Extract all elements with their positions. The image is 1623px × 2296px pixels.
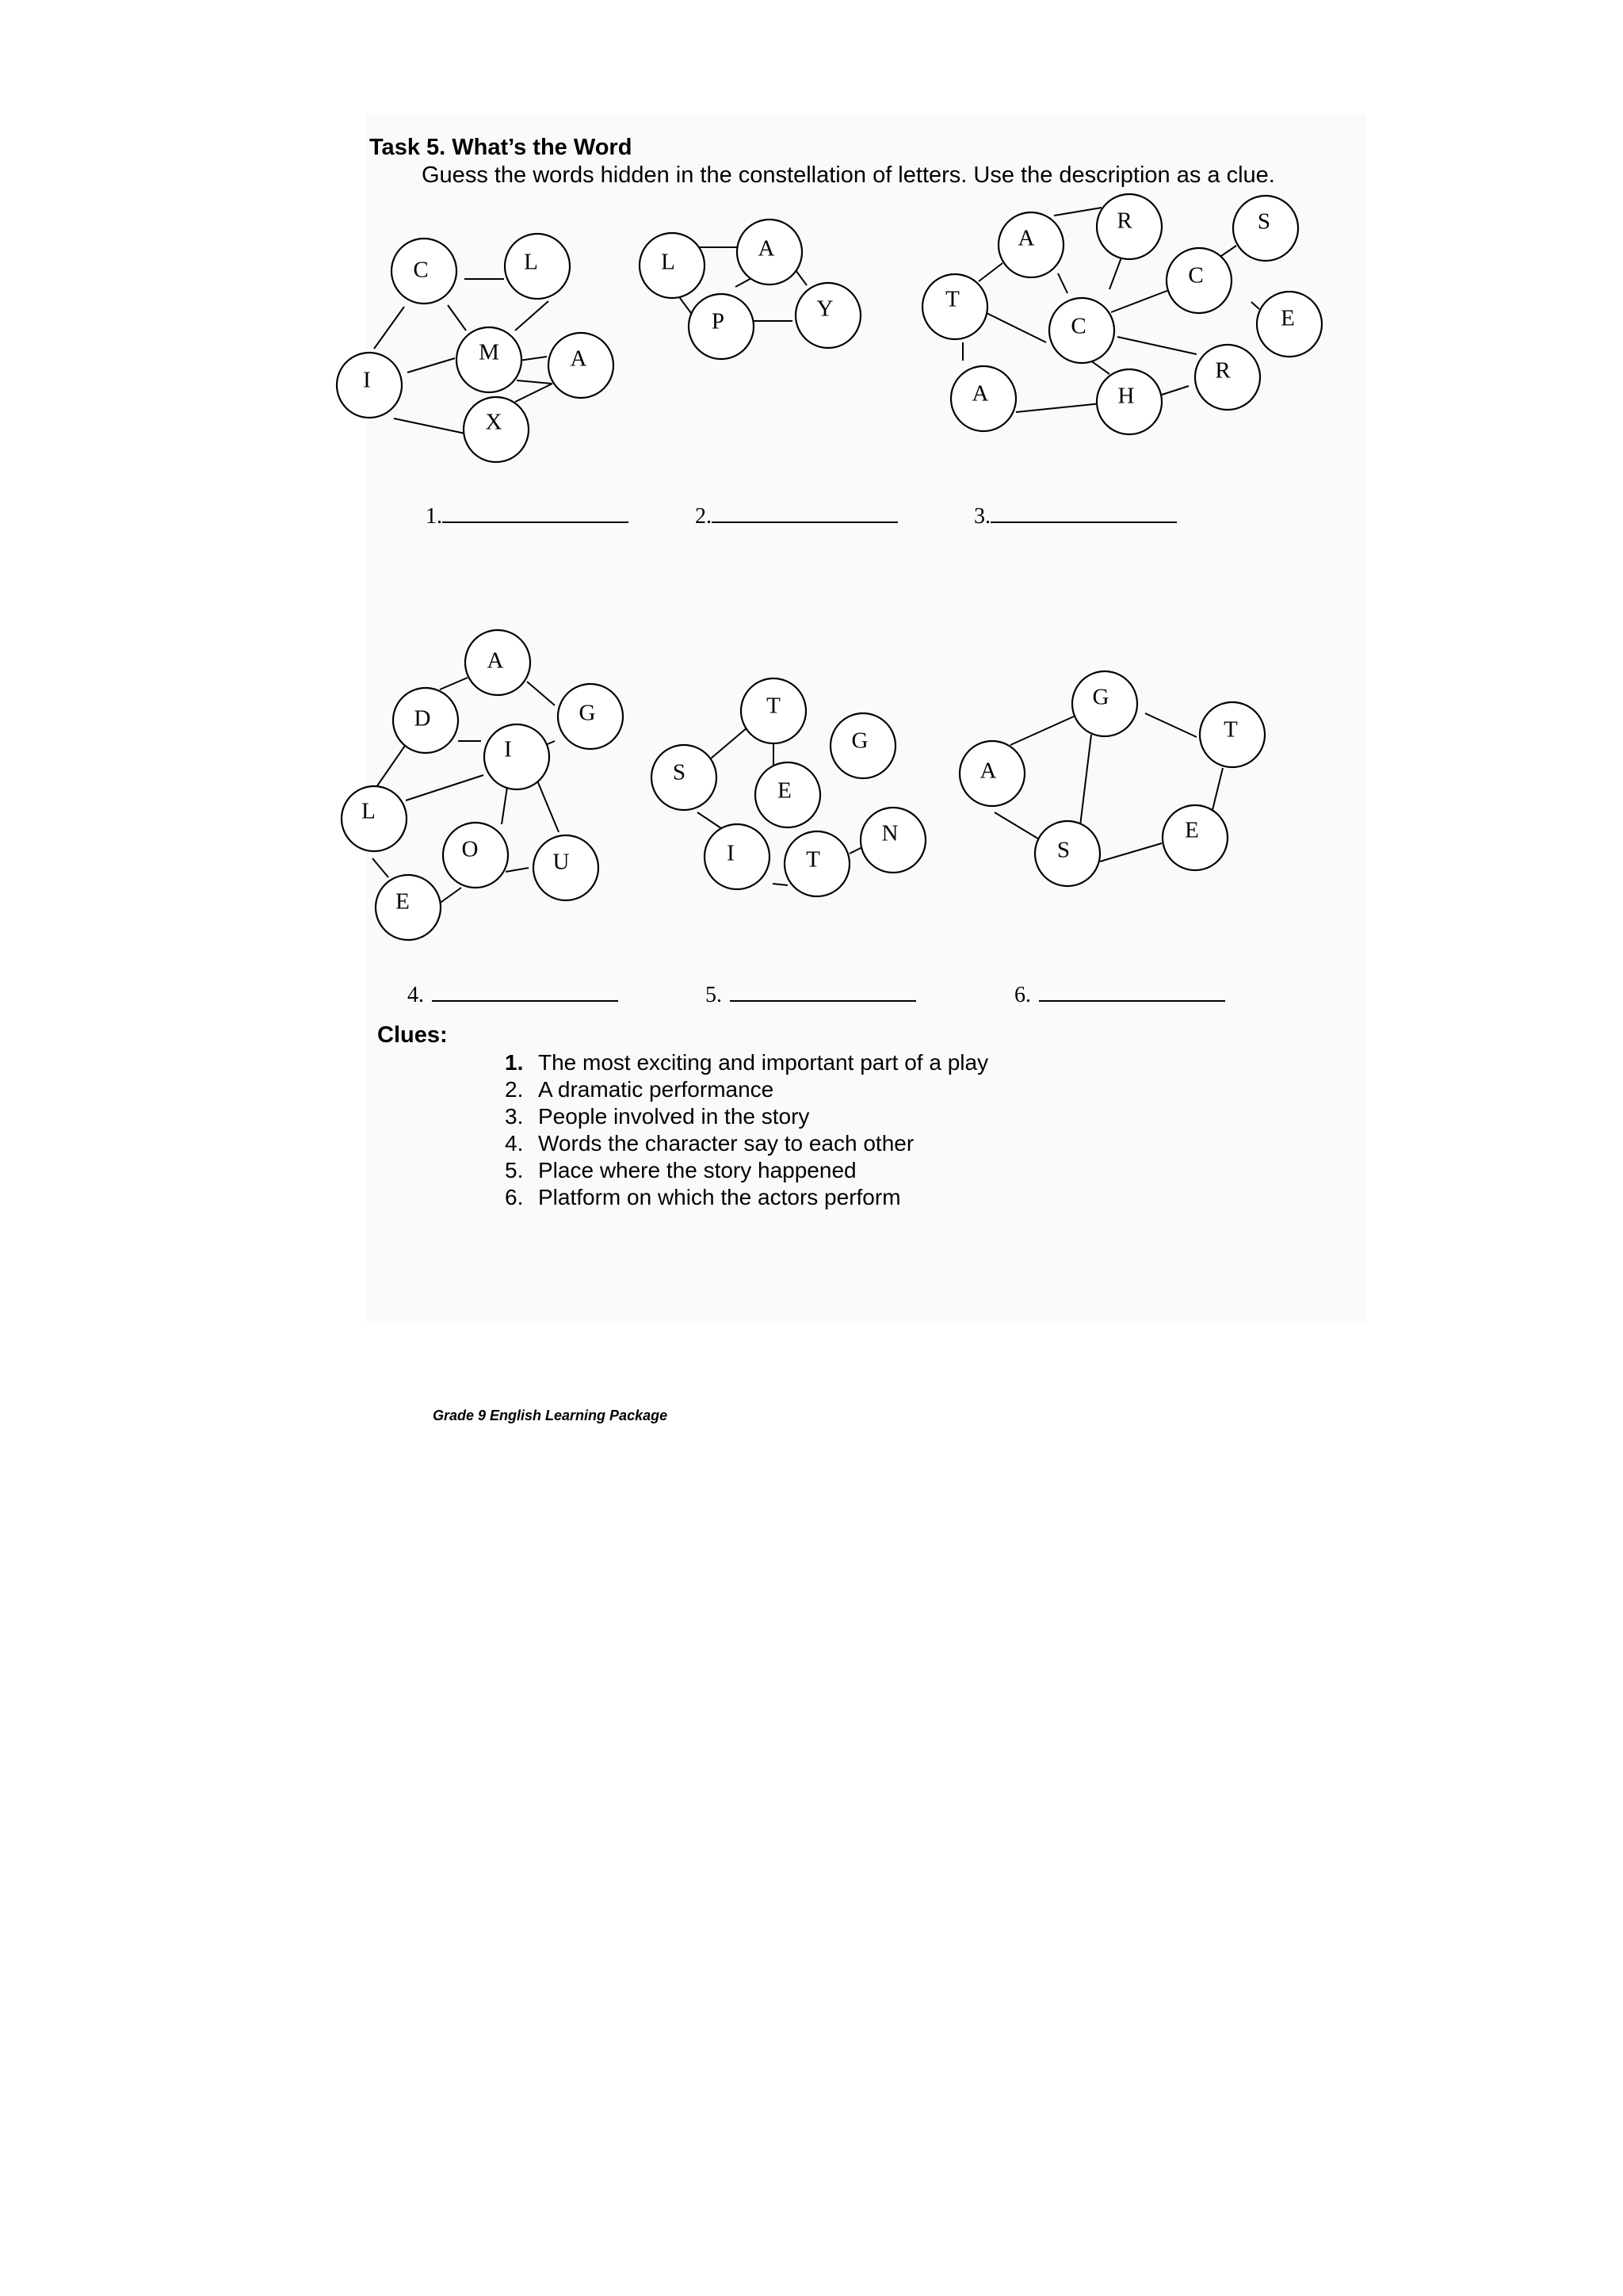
letter-node — [951, 366, 1016, 431]
letter: L — [661, 249, 675, 275]
letter-node — [960, 741, 1025, 806]
answer-blank[interactable] — [432, 980, 618, 1002]
answer-blank[interactable] — [442, 501, 628, 523]
answer-line-3[interactable] — [974, 501, 1177, 529]
letter: R — [1117, 208, 1132, 234]
letter: G — [579, 700, 596, 726]
constellation-4 — [342, 630, 623, 940]
letter: C — [1188, 262, 1204, 288]
letter-node — [1097, 194, 1162, 259]
clue-text: The most exciting and important part of a play — [538, 1050, 989, 1075]
letter-node — [376, 875, 441, 940]
letter: N — [881, 820, 899, 846]
letter-node — [922, 274, 987, 339]
letter: A — [758, 235, 775, 262]
letter-node — [755, 762, 820, 827]
letter-node — [548, 333, 613, 398]
letter: E — [1185, 817, 1199, 843]
clue-text: A dramatic performance — [538, 1077, 774, 1102]
clue-number: 1. — [505, 1050, 524, 1075]
clue-text: People involved in the story — [538, 1104, 810, 1129]
answer-line-4[interactable] — [407, 980, 618, 1008]
constellation-1 — [337, 234, 613, 462]
letter: R — [1215, 357, 1231, 384]
letter: S — [672, 759, 686, 785]
letter-node — [443, 823, 508, 888]
answer-number: 5. — [705, 983, 722, 1007]
letter: L — [524, 249, 538, 275]
clue-number: 6. — [505, 1185, 524, 1209]
clue-item — [505, 1184, 988, 1211]
letter: C — [413, 257, 429, 283]
constellation-3 — [922, 194, 1322, 434]
letter-node — [1035, 821, 1100, 886]
letter: Y — [816, 296, 834, 322]
letter-node — [456, 327, 521, 392]
clue-item — [505, 1103, 988, 1130]
letter: T — [766, 693, 781, 719]
letter-node — [533, 835, 598, 900]
answer-number: 1. — [426, 504, 442, 529]
letter-node — [689, 294, 754, 359]
clue-list — [505, 1049, 988, 1211]
letter-node — [464, 397, 529, 462]
letter-node — [391, 239, 456, 304]
letter: E — [395, 888, 410, 915]
task-title: Task 5. What’s the Word — [369, 135, 632, 160]
letter: H — [1117, 383, 1135, 409]
clue-text: Place where the story happened — [538, 1158, 857, 1182]
constellation-5 — [651, 678, 926, 896]
letter: C — [1071, 313, 1086, 339]
letter: O — [461, 836, 479, 862]
letter: D — [414, 705, 431, 732]
answer-number: 4. — [407, 983, 424, 1007]
footer-text: Grade 9 English Learning Package — [433, 1408, 668, 1423]
letter-node — [1097, 369, 1162, 434]
letter: M — [479, 339, 499, 365]
letter: I — [504, 736, 512, 762]
letter: A — [570, 346, 587, 372]
letter: S — [1056, 837, 1071, 863]
clue-number: 3. — [505, 1104, 524, 1129]
constellation-6 — [960, 671, 1265, 886]
clue-text: Words the character say to each other — [538, 1131, 915, 1156]
letter-node — [785, 831, 850, 896]
answer-line-2[interactable] — [695, 501, 898, 529]
letter: X — [485, 409, 502, 435]
constellation-2 — [640, 220, 861, 359]
clue-item — [505, 1076, 988, 1103]
letter-node — [861, 808, 926, 873]
letter-node — [558, 684, 623, 749]
answer-blank[interactable] — [1039, 980, 1225, 1002]
letter: P — [711, 308, 725, 334]
letter-node — [337, 353, 402, 418]
letter: G — [1092, 684, 1109, 710]
letter: T — [945, 286, 960, 312]
letter: A — [1018, 225, 1035, 251]
letter-node — [393, 688, 458, 753]
letter: G — [851, 728, 869, 754]
answer-number: 6. — [1014, 983, 1031, 1007]
letter-node — [705, 824, 769, 889]
answer-line-6[interactable] — [1014, 980, 1225, 1008]
letter: I — [363, 367, 371, 393]
letter-node — [1200, 702, 1265, 767]
letter-node — [651, 745, 716, 810]
clue-text: Platform on which the actors perform — [538, 1185, 901, 1209]
letter-node — [465, 630, 530, 695]
letter: T — [1224, 716, 1238, 743]
letter-node — [1257, 292, 1322, 357]
letter: S — [1257, 208, 1271, 235]
clue-item — [505, 1130, 988, 1157]
letter-node — [1195, 345, 1260, 410]
letter-node — [1049, 298, 1114, 363]
letter-node — [640, 233, 705, 298]
answer-line-1[interactable] — [426, 501, 628, 529]
letter: L — [361, 798, 376, 824]
letter: A — [972, 380, 989, 407]
answer-line-5[interactable] — [705, 980, 916, 1008]
letter: U — [552, 849, 570, 875]
clue-number: 5. — [505, 1158, 524, 1182]
clue-item — [505, 1157, 988, 1184]
letter: T — [806, 846, 820, 873]
answer-blank[interactable] — [712, 501, 898, 523]
letter-node — [342, 786, 407, 851]
letter-node — [484, 724, 549, 789]
letter-node — [505, 234, 570, 299]
task-instruction: Guess the words hidden in the constellation of letters. Use the description as a clue. — [422, 162, 1275, 188]
letter: I — [727, 840, 735, 866]
answer-number: 3. — [974, 504, 991, 529]
letter: E — [1281, 305, 1295, 331]
letter-node — [1233, 196, 1298, 261]
letter-node — [741, 678, 806, 743]
answer-number: 2. — [695, 504, 712, 529]
clues-heading: Clues: — [377, 1022, 448, 1048]
letter-node — [796, 283, 861, 348]
letter: A — [980, 758, 997, 784]
letter: A — [487, 648, 504, 674]
letter-node — [1163, 805, 1228, 870]
letter-node — [831, 713, 896, 778]
clue-number: 2. — [505, 1077, 524, 1102]
clue-item — [505, 1049, 988, 1076]
letter-node — [737, 220, 802, 285]
clue-number: 4. — [505, 1131, 524, 1156]
answer-blank[interactable] — [730, 980, 916, 1002]
answer-blank[interactable] — [991, 501, 1177, 523]
letter-node — [999, 212, 1064, 277]
letter: E — [777, 777, 792, 804]
letter-node — [1167, 248, 1232, 313]
letter-node — [1072, 671, 1137, 736]
